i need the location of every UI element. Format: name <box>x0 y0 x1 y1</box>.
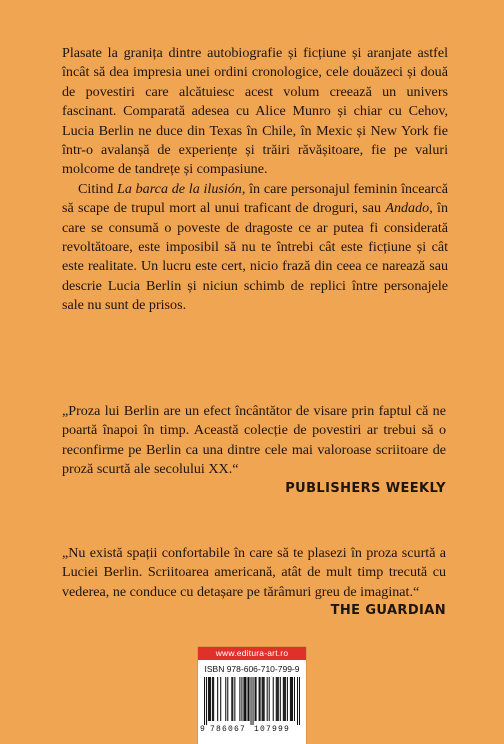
barcode-bar <box>284 677 285 721</box>
blurb-text-b: , în care personajul feminin încearcă să scape de trupul mort al unui traficant de droguri, sau <box>62 180 449 217</box>
barcode-bar <box>292 677 293 721</box>
review-quote-text: „Proza lui Berlin are un efect încântător de visare prin faptul că ne poartă înapoi în timp. Această colecție de povestiri ar trebui să o reconfirme pe Berlin ca una dintre cele mai valoroase scriitoare de proză scurtă ale secolului XX.“ <box>62 403 446 478</box>
barcode-bar <box>290 677 291 721</box>
isbn-label: ISBN 978-606-710-799-9 <box>204 664 300 674</box>
barcode-bar <box>234 677 235 721</box>
barcode-bar <box>291 677 292 721</box>
barcode-bar <box>210 677 211 721</box>
barcode-bar <box>260 677 261 721</box>
review-source: PUBLISHERS WEEKLY <box>285 480 446 496</box>
barcode-bar <box>283 677 284 721</box>
review-quote-1 <box>62 402 446 498</box>
barcode-bar <box>285 677 286 721</box>
barcode-bar <box>244 677 245 721</box>
barcode-bar <box>213 677 214 721</box>
barcode-bar <box>209 677 210 721</box>
barcode-bar <box>250 677 251 725</box>
barcode-bar <box>269 677 270 721</box>
barcode-bar <box>231 677 232 721</box>
barcode-bar <box>294 677 295 721</box>
barcode-bar <box>220 677 221 721</box>
barcode-bar <box>263 677 264 721</box>
barcode-icon <box>204 677 300 725</box>
review-quote-2 <box>62 544 446 620</box>
barcode-bar <box>212 677 213 721</box>
barcode-bar <box>259 677 260 721</box>
barcode-bar <box>245 677 246 721</box>
barcode-bar <box>299 677 300 725</box>
barcode-bar <box>273 677 274 721</box>
barcode-digit-first: 9 <box>200 725 205 734</box>
barcode-bar <box>225 677 226 721</box>
barcode-digit-group-2: 107999 <box>254 725 291 734</box>
barcode-bar <box>253 677 254 725</box>
blurb-paragraph-1: Plasate la granița dintre autobiografie și ficțiune și aranjate astfel încât să dea impresia unei ordini cronologice, cele douăzeci și două de povestiri care alcătuiesc acest volum creează un univers fascinant. Comparată adesea cu Alice Munro și chiar cu Cehov, Lucia Berlin ne duce din Texas în Chile, în Mexic și New York fie într-o avalanșă de experiențe și trăiri răvășitoare, fie pe valuri molcome de tandrețe și compasiune. <box>62 45 448 178</box>
barcode-bar <box>287 677 288 721</box>
barcode-bar <box>267 677 268 721</box>
barcode-bar <box>248 677 249 721</box>
barcode-bar <box>278 677 279 721</box>
barcode-bar <box>277 677 278 721</box>
barcode-bar <box>247 677 248 721</box>
barcode-bar <box>243 677 244 721</box>
barcode-digits <box>202 725 302 735</box>
barcode-digit-group-1: 786067 <box>210 725 247 734</box>
review-source: THE GUARDIAN <box>330 603 446 619</box>
barcode-bar <box>297 677 298 725</box>
barcode-bar <box>241 677 242 721</box>
barcode-box <box>198 647 306 744</box>
barcode-bar <box>204 677 205 725</box>
barcode-bar <box>227 677 228 721</box>
barcode-bar <box>256 677 257 721</box>
barcode-bar <box>280 677 281 721</box>
review-quote-text: „Nu există spații confortabile în care să te plasezi în proza scurtă a Luciei Berlin. Scriitoarea americană, atât de mult timp trecută cu vederea, ne conduce cu detașare pe tărâmuri greu de imaginat.“ <box>62 545 446 600</box>
barcode-bar <box>206 677 207 725</box>
barcode-bar <box>264 677 265 721</box>
barcode-bar <box>208 677 209 721</box>
publisher-url: www.editura-art.ro <box>198 647 306 660</box>
blurb-paragraph-2 <box>62 180 448 316</box>
story-title-andado: Andado <box>385 200 430 217</box>
barcode-bar <box>262 677 263 721</box>
barcode-bar <box>276 677 277 721</box>
blurb-text-a: Citind <box>78 180 117 197</box>
barcode-bar <box>232 677 233 721</box>
blurb <box>62 44 448 316</box>
barcode-bar <box>239 677 240 721</box>
barcode-bar <box>255 677 256 721</box>
blurb-text-c: , în care se consumă o poveste de dragoste ce ar putea fi considerată revoltătoare, este imposibil să nu te întrebi cât este ficțiune și cât este realitate. Un lucru este cert, nicio frază din ceea ce narează sau descrie Lucia Berlin și niciun schimb de replici între personajele sale nu sunt de prisos. <box>62 200 448 314</box>
story-title-la-barca: La barca de la ilusión <box>117 180 242 197</box>
barcode-bar <box>217 677 218 721</box>
